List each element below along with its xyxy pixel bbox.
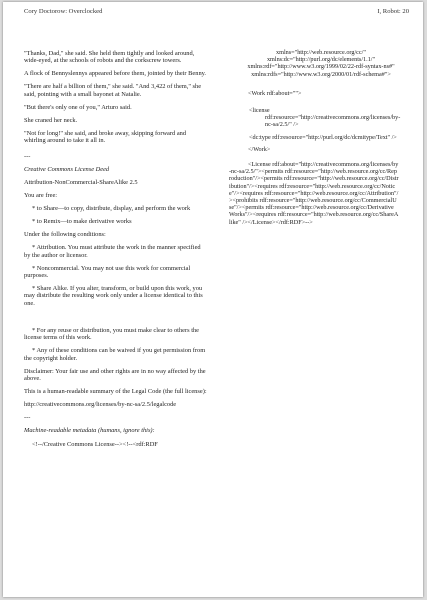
license-bullet: * Share Alike. If you alter, transform, or build upon this work, you may distribute the resulting work only under a license identical to this one.: [24, 285, 203, 307]
license-bullet: * For any reuse or distribution, you must make clear to others the license terms of this work.: [24, 326, 200, 342]
metadata-text: <Work rdf:about="">: [248, 89, 302, 97]
paragraph: "Thanks, Dad," she said. She held them tightly and looked around, wide-eyed, at the schools of robots and the corkscrew towers.: [24, 50, 195, 65]
section-separator: ---: [24, 414, 31, 422]
license-deed-title: Creative Commons License Deed: [24, 165, 110, 173]
paragraph: Disclaimer: Your fair use and other rights are in no way affected by the above.: [24, 367, 206, 383]
paragraph: This is a human-readable summary of the Legal Code (the full license):: [24, 388, 207, 396]
license-bullet: * to Share—to copy, distribute, display, and perform the work: [32, 205, 191, 213]
metadata-text: <dc:type rdf:resource="http://purl.org/dc/dcmitype/Text" />: [249, 133, 397, 141]
right-column: [229, 49, 399, 231]
metadata-text: </Work>: [248, 145, 271, 153]
left-column: [24, 50, 207, 454]
running-header-right: I, Robot: 20: [377, 8, 409, 15]
running-header-left: Cory Doctorow: Overclocked: [24, 8, 103, 15]
paragraph: You are free:: [24, 191, 58, 199]
section-separator: ---: [24, 152, 31, 160]
metadata-text: <license rdf:resource="http://creativecommons.org/licenses/by-nc-sa/2.5/" />: [249, 107, 401, 129]
paragraph: She craned her neck.: [24, 116, 78, 124]
paragraph: "Not for long!" she said, and broke away, skipping forward and whirling around to take it all in.: [24, 130, 187, 145]
metadata-heading: Machine-readable metadata (humans, ignore this):: [24, 427, 155, 435]
paragraph: Under the following conditions:: [24, 231, 106, 239]
document-page: [3, 2, 423, 597]
metadata-text: <License rdf:about="http://creativecommons.org/licenses/by-nc-sa/2.5/"><permits rdf:resource="http://web.resource.org/cc/Reproduction"/><permits rdf:resource="http://web.resource.org/cc/Distribution"/><requires rdf:resource="http://web.resource.org/cc/Notice"/><requires rdf:resource="http://web.resource.org/cc/Attribution"/><prohibits rdf:resource="http://web.resource.org/cc/CommercialUse"/><permits rdf:resource="http://web.resource.org/cc/DerivativeWorks"/><requires rdf:resource="http://web.resource.org/cc/ShareAlike" /></License></rdf:RDF>-->: [229, 161, 399, 226]
paragraph: "But there's only one of you," Arturo said.: [24, 103, 132, 111]
paragraph: A flock of Bennyslennys appeared before them, jointed by their Benny.: [24, 70, 207, 78]
license-bullet: * Any of these conditions can be waived if you get permission from the copyright holder.: [24, 347, 206, 362]
license-name: Attribution-NonCommercial-ShareAlike 2.5: [24, 178, 138, 186]
license-bullet: * Noncommercial. You may not use this work for commercial purposes.: [24, 264, 191, 279]
legal-code-link[interactable]: http://creativecommons.org/licenses/by-nc-sa/2.5/legalcode: [24, 401, 177, 409]
metadata-text: <!--/Creative Commons License--><!--<rdf:RDF: [32, 440, 158, 448]
license-bullet: * Attribution. You must attribute the work in the manner specified by the author or licensor.: [24, 244, 201, 259]
metadata-text: xmlns="http://web.resource.org/cc/" xmlns:dc="http://purl.org/dc/elements/1.1/" xmlns:rdf="http://www.w3.org/1999/02/22-rdf-syntax-ns#" xmlns:rdfs="http://www.w3.org/2000/01/rdf-schema#">: [247, 49, 395, 78]
paragraph: "There are half a billion of them," she said. "And 3,422 of them," she said, pointing with a small bayonet at Natalie.: [24, 83, 202, 98]
license-bullet: * to Remix—to make derivative works: [32, 218, 132, 226]
